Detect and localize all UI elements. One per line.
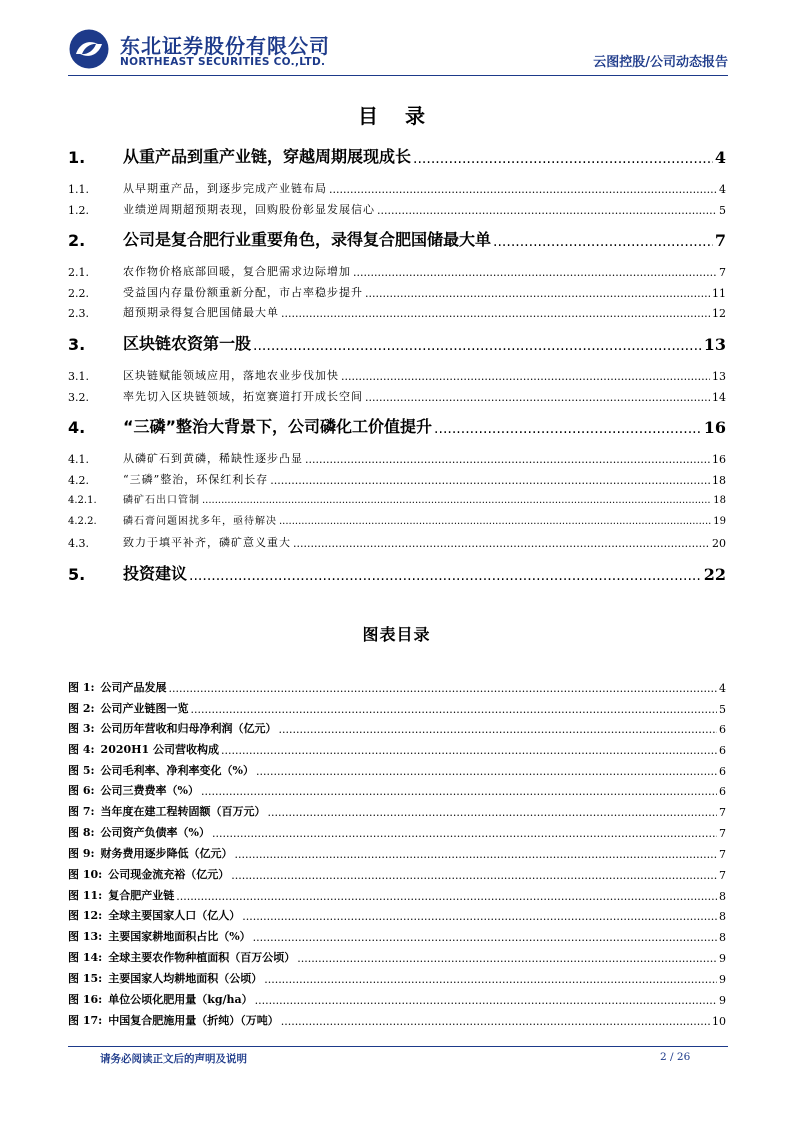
company-name-cn: 东北证券股份有限公司: [120, 34, 330, 58]
figure-entry-number: 图 16:: [68, 993, 103, 1006]
figure-entry-label: 公司产品发展: [100, 681, 167, 694]
figure-entry-label: 公司现金流充裕（亿元）: [108, 868, 230, 881]
toc-entry-page: 16: [703, 418, 726, 437]
figure-entry[interactable]: [68, 991, 726, 1007]
toc-leader: [377, 204, 717, 217]
toc-entry-page: 19: [713, 516, 726, 527]
figure-entry[interactable]: [68, 907, 726, 923]
toc-entry-page: 12: [712, 307, 726, 320]
toc-entry-number: 1.2.: [68, 204, 89, 217]
figure-entry-number: 图 5:: [68, 764, 95, 777]
figure-entry[interactable]: [68, 824, 726, 840]
figure-entry[interactable]: [68, 762, 726, 778]
figure-entry-page: 7: [719, 869, 726, 882]
figure-leader: [279, 723, 717, 736]
figure-entry-number: 图 17:: [68, 1014, 103, 1027]
toc-entry[interactable]: [68, 145, 726, 167]
figure-entry-label: 公司产业链图一览: [100, 702, 189, 715]
figure-entry-number: 图 10:: [68, 868, 103, 881]
toc-entry-label: 磷石膏问题困扰多年，亟待解决: [123, 516, 277, 527]
figure-entry-label: 财务费用逐步降低（亿元）: [100, 847, 233, 860]
toc-entry-number: 2.2.: [68, 287, 89, 300]
toc-entry-page: 13: [712, 370, 726, 383]
toc-entry-number: 1.: [68, 148, 86, 167]
toc-entry-number: 3.: [68, 335, 86, 354]
figure-entry[interactable]: [68, 928, 726, 944]
figure-entry[interactable]: [68, 866, 726, 882]
header-divider: [68, 75, 728, 76]
figure-entry[interactable]: [68, 679, 726, 695]
toc-entry[interactable]: [68, 415, 726, 437]
toc-entry-number: 4.1.: [68, 453, 89, 466]
company-logo-icon: [68, 28, 110, 70]
toc-entry[interactable]: [68, 332, 726, 354]
figure-entry-number: 图 15:: [68, 972, 103, 985]
figure-leader: [212, 827, 717, 840]
toc-entry-label: 公司是复合肥行业重要角色，录得复合肥国储最大单: [123, 230, 492, 249]
toc-entry-page: 4: [714, 148, 726, 167]
toc-entry[interactable]: [68, 228, 726, 250]
toc-leader: [253, 338, 702, 354]
toc-entry-number: 3.2.: [68, 391, 89, 404]
toc-entry[interactable]: [68, 263, 726, 279]
company-name-en: NORTHEAST SECURITIES CO.,LTD.: [120, 56, 326, 68]
figure-entry[interactable]: [68, 970, 726, 986]
toc-entry-number: 2.3.: [68, 307, 89, 320]
toc-leader: [293, 537, 710, 550]
figure-entry-number: 图 6:: [68, 784, 95, 797]
toc-leader: [281, 307, 710, 320]
toc-leader: [493, 234, 713, 250]
figure-entry-page: 4: [719, 682, 726, 695]
toc-leader: [413, 151, 713, 167]
figure-entry-page: 8: [719, 890, 726, 903]
toc-entry[interactable]: [68, 284, 726, 300]
toc-leader: [353, 266, 717, 279]
figure-entry[interactable]: [68, 949, 726, 965]
toc-leader: [305, 453, 710, 466]
toc-entry-label: 磷矿石出口管制: [123, 495, 200, 506]
figure-leader: [242, 910, 717, 923]
figure-leader: [235, 848, 717, 861]
figure-entry-page: 9: [719, 973, 726, 986]
toc-leader: [365, 287, 710, 300]
figure-entry-label: 公司毛利率、净利率变化（%）: [100, 764, 254, 777]
figure-entry-page: 10: [712, 1015, 726, 1028]
figure-leader: [281, 1015, 710, 1028]
toc-entry-page: 4: [719, 183, 726, 196]
figure-entry-label: 当年度在建工程转固额（百万元）: [100, 805, 266, 818]
figure-entry-label: 主要国家耕地面积占比（%）: [108, 930, 251, 943]
figure-entry-number: 图 12:: [68, 909, 103, 922]
figure-entry-number: 图 14:: [68, 951, 103, 964]
toc-entry[interactable]: [68, 180, 726, 196]
toc-entry-number: 4.: [68, 418, 86, 437]
toc-entry-label: 业绩逆周期超预期表现，回购股份彰显发展信心: [123, 203, 375, 216]
figure-entry[interactable]: [68, 782, 726, 798]
toc-entry-page: 14: [712, 391, 726, 404]
toc-entry-page: 11: [712, 287, 726, 300]
toc-entry-label: 投资建议: [123, 564, 188, 583]
figure-entry[interactable]: [68, 845, 726, 861]
toc-entry[interactable]: [68, 388, 726, 404]
toc-entry-number: 2.1.: [68, 266, 89, 279]
toc-leader: [279, 516, 711, 527]
figure-entry-label: 公司历年营收和归母净利润（亿元）: [100, 722, 277, 735]
page-number: 2 / 26: [660, 1051, 691, 1063]
toc-entry-label: 超预期录得复合肥国储最大单: [123, 306, 279, 319]
toc-leader: [341, 370, 710, 383]
toc-entry-page: 5: [719, 204, 726, 217]
figure-entry[interactable]: [68, 700, 726, 716]
toc-entry-number: 4.2.2.: [68, 516, 97, 527]
toc-leader: [434, 421, 702, 437]
toc-leader: [202, 495, 711, 506]
figure-leader: [255, 994, 717, 1007]
toc-entry-number: 2.: [68, 231, 86, 250]
figure-leader: [221, 744, 717, 757]
figure-entry-number: 图 2:: [68, 702, 95, 715]
toc-entry-label: “三磷”整治，环保红利长存: [123, 473, 269, 486]
figure-entry-page: 5: [719, 703, 726, 716]
toc-entry-label: 受益国内存量份额重新分配，市占率稳步提升: [123, 286, 363, 299]
toc-entry-number: 4.2.1.: [68, 495, 97, 506]
figure-entry-page: 6: [719, 765, 726, 778]
figure-entry-label: 全球主要国家人口（亿人）: [108, 909, 241, 922]
figure-entry-number: 图 3:: [68, 722, 95, 735]
toc-entry-page: 18: [713, 495, 726, 506]
toc-entry-page: 20: [712, 537, 726, 550]
toc-entry[interactable]: [68, 534, 726, 550]
figure-leader: [169, 682, 717, 695]
toc-entry-label: 农作物价格底部回暖，复合肥需求边际增加: [123, 265, 351, 278]
toc-entry-label: 区块链赋能领域应用，落地农业步伐加快: [123, 369, 339, 382]
figure-leader: [256, 765, 717, 778]
figure-entry-label: 公司三费费率（%）: [100, 784, 199, 797]
toc-title: 目 录: [358, 104, 435, 128]
toc-entry-page: 16: [712, 453, 726, 466]
figure-leader: [264, 973, 717, 986]
figure-entry[interactable]: [68, 887, 726, 903]
figure-entry-number: 图 9:: [68, 847, 95, 860]
figure-entry-page: 8: [719, 910, 726, 923]
toc-leader: [365, 391, 710, 404]
toc-entry[interactable]: [68, 304, 726, 320]
figure-leader: [231, 869, 717, 882]
toc-entry-number: 4.2.: [68, 474, 89, 487]
figure-leader: [297, 952, 717, 965]
figure-leader: [191, 703, 717, 716]
figure-entry-label: 主要国家人均耕地面积（公顷）: [108, 972, 263, 985]
toc-entry-label: 从早期重产品，到逐步完成产业链布局: [123, 182, 327, 195]
figure-entry-label: 2020H1 公司营收构成: [100, 743, 220, 756]
toc-entry-page: 18: [712, 474, 726, 487]
report-tag: 云图控股/公司动态报告: [593, 55, 728, 70]
toc-entry[interactable]: [68, 512, 726, 527]
figure-entry-label: 单位公顷化肥用量（kg/ha）: [108, 993, 253, 1006]
toc-entry[interactable]: [68, 450, 726, 466]
figure-entry-label: 公司资产负债率（%）: [100, 826, 210, 839]
toc-entry-label: 从磷矿石到黄磷，稀缺性逐步凸显: [123, 452, 303, 465]
figure-entry-number: 图 11:: [68, 889, 103, 902]
footer-divider: [68, 1046, 728, 1047]
toc-entry[interactable]: [68, 201, 726, 217]
toc-entry[interactable]: [68, 562, 726, 584]
figure-entry-page: 7: [719, 806, 726, 819]
figure-leader: [176, 890, 717, 903]
figure-entry[interactable]: [68, 720, 726, 736]
figure-entry-number: 图 1:: [68, 681, 95, 694]
figure-entry-page: 6: [719, 785, 726, 798]
figure-entry-number: 图 7:: [68, 805, 95, 818]
toc-leader: [270, 474, 710, 487]
figure-entry-page: 6: [719, 744, 726, 757]
toc-entry[interactable]: [68, 471, 726, 487]
figure-entry-page: 6: [719, 723, 726, 736]
toc-entry-label: “三磷”整治大背景下，公司磷化工价值提升: [123, 417, 433, 436]
toc-entry-label: 致力于填平补齐，磷矿意义重大: [123, 536, 291, 549]
figures-title: 图表目录: [362, 625, 431, 644]
disclaimer-note: 请务必阅读正文后的声明及说明: [100, 1053, 247, 1065]
figure-entry-number: 图 4:: [68, 743, 95, 756]
toc-entry-page: 7: [719, 266, 726, 279]
figure-entry-number: 图 13:: [68, 930, 103, 943]
figure-entry-page: 8: [719, 931, 726, 944]
figure-entry-page: 7: [719, 827, 726, 840]
toc-entry-number: 4.3.: [68, 537, 89, 550]
figure-entry-page: 9: [719, 952, 726, 965]
toc-entry-number: 1.1.: [68, 183, 89, 196]
toc-entry[interactable]: [68, 367, 726, 383]
figure-entry-label: 复合肥产业链: [108, 889, 175, 902]
toc-entry-number: 3.1.: [68, 370, 89, 383]
figure-entry-label: 中国复合肥施用量（折纯）（万吨）: [108, 1014, 279, 1027]
figure-entry[interactable]: [68, 1012, 726, 1028]
toc-entry-page: 7: [714, 231, 726, 250]
toc-entry-label: 从重产品到重产业链，穿越周期展现成长: [123, 147, 412, 166]
figure-entry[interactable]: [68, 741, 726, 757]
figure-entry[interactable]: [68, 803, 726, 819]
toc-entry-page: 22: [703, 565, 726, 584]
toc-entry-page: 13: [703, 335, 726, 354]
toc-leader: [329, 183, 717, 196]
figure-leader: [253, 931, 717, 944]
figure-leader: [201, 785, 717, 798]
figure-entry-number: 图 8:: [68, 826, 95, 839]
toc-leader: [189, 568, 702, 584]
toc-entry[interactable]: [68, 491, 726, 506]
figure-leader: [268, 806, 717, 819]
toc-entry-label: 率先切入区块链领域，拓宽赛道打开成长空间: [123, 390, 363, 403]
figure-entry-page: 7: [719, 848, 726, 861]
toc-entry-number: 5.: [68, 565, 86, 584]
toc-entry-label: 区块链农资第一股: [123, 334, 252, 353]
page-header: [68, 26, 728, 76]
figure-entry-page: 9: [719, 994, 726, 1007]
figure-entry-label: 全球主要农作物种植面积（百万公顷）: [108, 951, 296, 964]
